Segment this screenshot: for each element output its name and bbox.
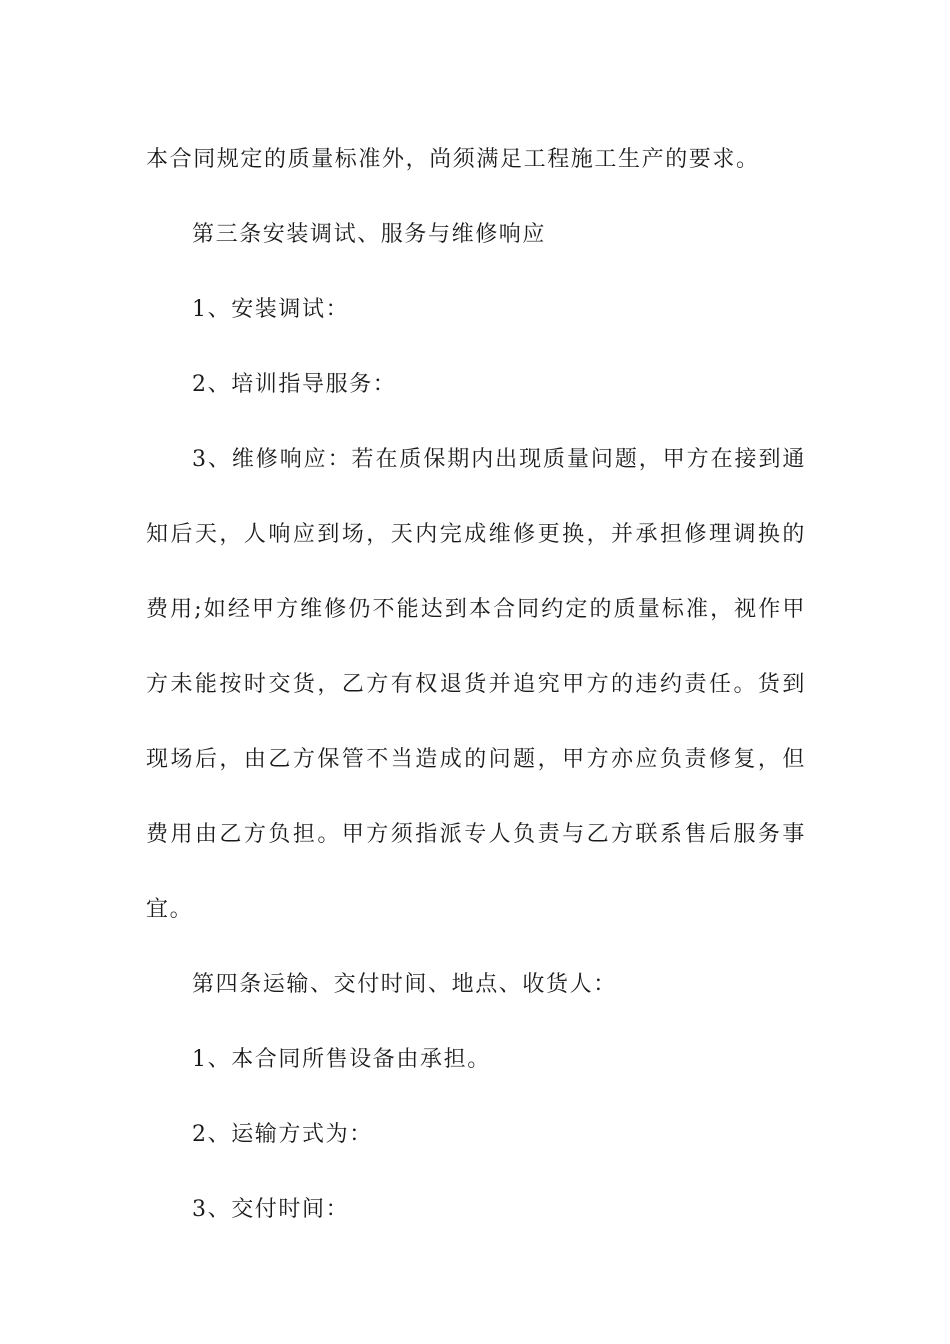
- article-4-item-1: 1、本合同所售设备由承担。: [192, 1047, 491, 1072]
- article-3-heading: 第三条安装调试、服务与维修响应: [192, 222, 547, 247]
- paragraph-quality-standard-continuation: 本合同规定的质量标准外，尚须满足工程施工生产的要求。: [146, 147, 760, 172]
- article-3-item-1: 1、安装调试：: [192, 297, 350, 322]
- document-body: [146, 122, 806, 1247]
- article-4-item-3: 3、交付时间：: [192, 1197, 350, 1222]
- article-4-item-2: 2、运输方式为：: [192, 1122, 373, 1147]
- article-4-heading: 第四条运输、交付时间、地点、收货人：: [192, 972, 617, 997]
- article-3-item-2: 2、培训指导服务：: [192, 372, 397, 397]
- article-3-item-3: 3、维修响应：若在质保期内出现质量问题，甲方在接到通知后天，人响应到场，天内完成维修更换，并承担修理调换的费用;如经甲方维修仍不能达到本合同约定的质量标准，视作甲方未能按时交货，乙方有权退货并追究甲方的违约责任。货到现场后，由乙方保管不当造成的问题，甲方亦应负责修复，但费用由乙方负担。甲方须指派专人负责与乙方联系售后服务事宜。: [146, 447, 806, 922]
